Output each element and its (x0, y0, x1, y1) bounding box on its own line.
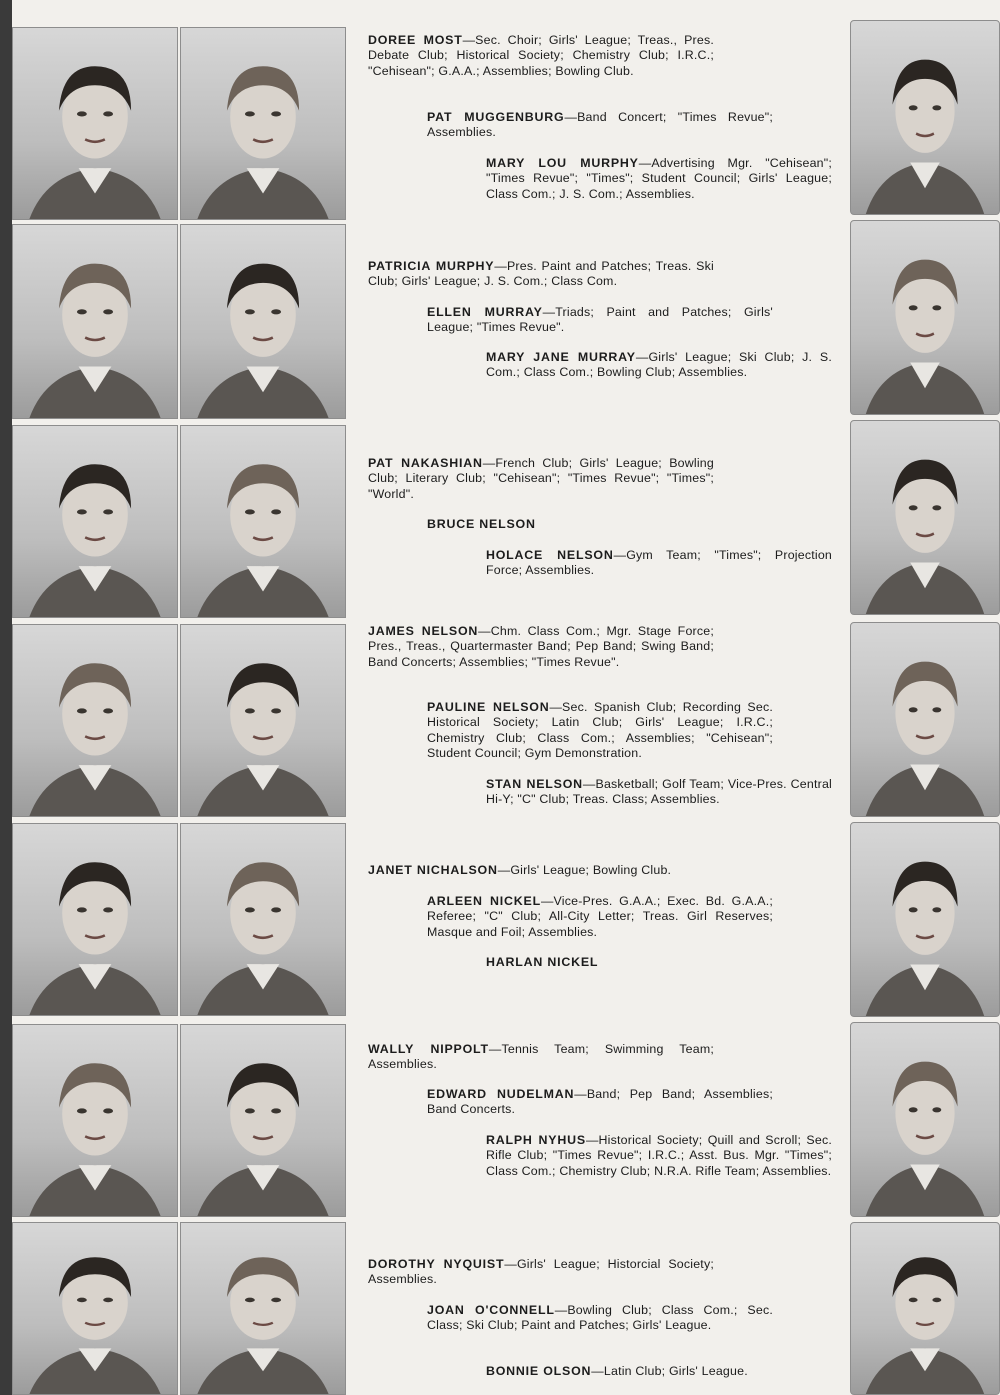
entry-holace-nelson (486, 548, 832, 579)
student-activities: Gym Team; "Times"; Projection Force; Assemblies. (486, 548, 832, 578)
student-portrait (180, 224, 346, 419)
student-name: HARLAN NICKEL (486, 955, 599, 969)
student-activities: Bowling Club; Class Com.; Sec. Class; Ski Club; Paint and Patches; Girls' League. (427, 1303, 773, 1333)
student-portrait (850, 1022, 1000, 1217)
student-name: BRUCE NELSON (427, 517, 536, 531)
student-activities: Basketball; Golf Team; Vice-Pres. Central Hi-Y; "C" Club; Treas. Class; Assemblies. (486, 777, 832, 807)
entry-pauline-nelson (427, 700, 773, 761)
entry-ellen-murray (427, 305, 773, 336)
student-portrait (12, 624, 178, 817)
student-portrait (12, 1222, 178, 1395)
student-activities: Triads; Paint and Patches; Girls' League; "Times Revue". (427, 305, 773, 335)
student-name: PAULINE NELSON (427, 700, 550, 714)
student-name: HOLACE NELSON (486, 548, 614, 562)
separator: — (549, 700, 563, 714)
separator: — (582, 777, 596, 791)
student-name: ELLEN MURRAY (427, 305, 543, 319)
student-portrait (180, 624, 346, 817)
student-portrait (12, 823, 178, 1016)
student-name: MARY LOU MURPHY (486, 156, 639, 170)
student-portrait (12, 425, 178, 618)
page-edge (0, 0, 12, 1395)
student-activities: Chm. Class Com.; Mgr. Stage Force; Pres., Treas., Quartermaster Band; Pep Band; Swing Band; Band Concerts; Assemblies; "Times Revue". (368, 624, 714, 669)
student-portrait (180, 27, 346, 220)
student-activities: Girls' League; Historcial Society; Assemblies. (368, 1257, 714, 1287)
separator: — (585, 1133, 599, 1147)
separator: — (635, 350, 649, 364)
entry-pat-muggenburg (427, 110, 773, 141)
student-name: DOREE MOST (368, 33, 463, 47)
entry-ralph-nyhus (486, 1133, 832, 1179)
student-portrait (12, 1024, 178, 1217)
student-portrait (850, 1222, 1000, 1395)
entry-stan-nelson (486, 777, 832, 808)
student-activities: Band Concert; "Times Revue"; Assemblies. (427, 110, 773, 140)
entry-edward-nudelman (427, 1087, 773, 1118)
student-portrait (180, 1222, 346, 1395)
student-activities: Vice-Pres. G.A.A.; Exec. Bd. G.A.A.; Referee; "C" Club; All-City Letter; Treas. Girl Reserves; Masque and Foil; Assemblies. (427, 894, 773, 939)
entry-doree-most (368, 33, 714, 79)
separator: — (540, 894, 554, 908)
student-name: JANET NICHALSON (368, 863, 498, 877)
student-portrait (180, 1024, 346, 1217)
separator: — (564, 110, 578, 124)
student-name: BONNIE OLSON (486, 1364, 592, 1378)
student-activities: Girls' League; Ski Club; J. S. Com.; Class Com.; Bowling Club; Assemblies. (486, 350, 832, 380)
student-portrait (180, 823, 346, 1016)
separator: — (574, 1087, 587, 1101)
student-name: EDWARD NUDELMAN (427, 1087, 575, 1101)
separator: — (613, 548, 627, 562)
student-activities: Sec. Spanish Club; Recording Sec. Historical Society; Latin Club; Girls' League; I.R.C.; Chemistry Club; Class Com.; Assemblies; "Cehisean"; Student Council; Gym Demonstration. (427, 700, 773, 760)
student-name: PAT NAKASHIAN (368, 456, 483, 470)
entry-dorothy-nyquist (368, 1257, 714, 1288)
entry-patricia-murphy (368, 259, 714, 290)
student-name: JAMES NELSON (368, 624, 479, 638)
entry-janet-nichalson (368, 863, 714, 878)
student-name: RALPH NYHUS (486, 1133, 586, 1147)
separator: — (504, 1257, 517, 1271)
student-portrait (180, 425, 346, 618)
entry-bruce-nelson (427, 517, 773, 532)
student-name: WALLY NIPPOLT (368, 1042, 489, 1056)
separator: — (638, 156, 652, 170)
entry-wally-nippolt (368, 1042, 714, 1073)
entry-joan-oconnell (427, 1303, 773, 1334)
student-activities: Advertising Mgr. "Cehisean"; "Times Revue"; "Times"; Student Council; Girls' League; Class Com.; J. S. Com.; Assemblies. (486, 156, 832, 201)
student-name: PATRICIA MURPHY (368, 259, 495, 273)
separator: — (462, 33, 476, 47)
student-portrait (850, 822, 1000, 1017)
student-portrait (850, 220, 1000, 415)
entry-bonnie-olson (486, 1364, 832, 1379)
student-activities: Girls' League; Bowling Club. (510, 863, 672, 877)
entry-mary-jane-murray (486, 350, 832, 381)
separator: — (554, 1303, 568, 1317)
student-portrait (12, 224, 178, 419)
separator: — (488, 1042, 502, 1056)
entry-arleen-nickel (427, 894, 773, 940)
separator: — (494, 259, 507, 273)
student-name: MARY JANE MURRAY (486, 350, 636, 364)
separator: — (542, 305, 556, 319)
student-activities: Historical Society; Quill and Scroll; Sec. Rifle Club; "Times Revue"; I.R.C.; Asst. Bus. Mgr. "Times"; Class Com.; Chemistry Club; N.R.A. Rifle Team; Assemblies. (486, 1133, 832, 1178)
student-activities: Sec. Choir; Girls' League; Treas., Pres. Debate Club; Historical Society; Chemistry Club; I.R.C.; "Cehisean"; G.A.A.; Assemblies; Bowling Club. (368, 33, 714, 78)
student-portrait (850, 20, 1000, 215)
student-name: JOAN O'CONNELL (427, 1303, 555, 1317)
separator: — (497, 863, 511, 877)
student-name: STAN NELSON (486, 777, 583, 791)
entry-james-nelson (368, 624, 714, 670)
student-name: DOROTHY NYQUIST (368, 1257, 505, 1271)
student-portrait (850, 622, 1000, 817)
separator: — (478, 624, 491, 638)
student-portrait (850, 420, 1000, 615)
student-name: ARLEEN NICKEL (427, 894, 541, 908)
student-activities: Latin Club; Girls' League. (603, 1364, 748, 1378)
student-activities: Pres. Paint and Patches; Treas. Ski Club; Girls' League; J. S. Com.; Class Com. (368, 259, 714, 289)
entry-mary-lou-murphy (486, 156, 832, 202)
student-portrait (12, 27, 178, 220)
separator: — (482, 456, 496, 470)
student-activities: French Club; Girls' League; Bowling Club; Literary Club; "Cehisean"; "Times Revue"; "Times"; "World". (368, 456, 714, 501)
separator: — (591, 1364, 604, 1378)
entry-harlan-nickel (486, 955, 832, 970)
student-activities: Tennis Team; Swimming Team; Assemblies. (368, 1042, 714, 1072)
entry-pat-nakashian (368, 456, 714, 502)
student-name: PAT MUGGENBURG (427, 110, 565, 124)
student-activities: Band; Pep Band; Assemblies; Band Concerts. (427, 1087, 773, 1117)
